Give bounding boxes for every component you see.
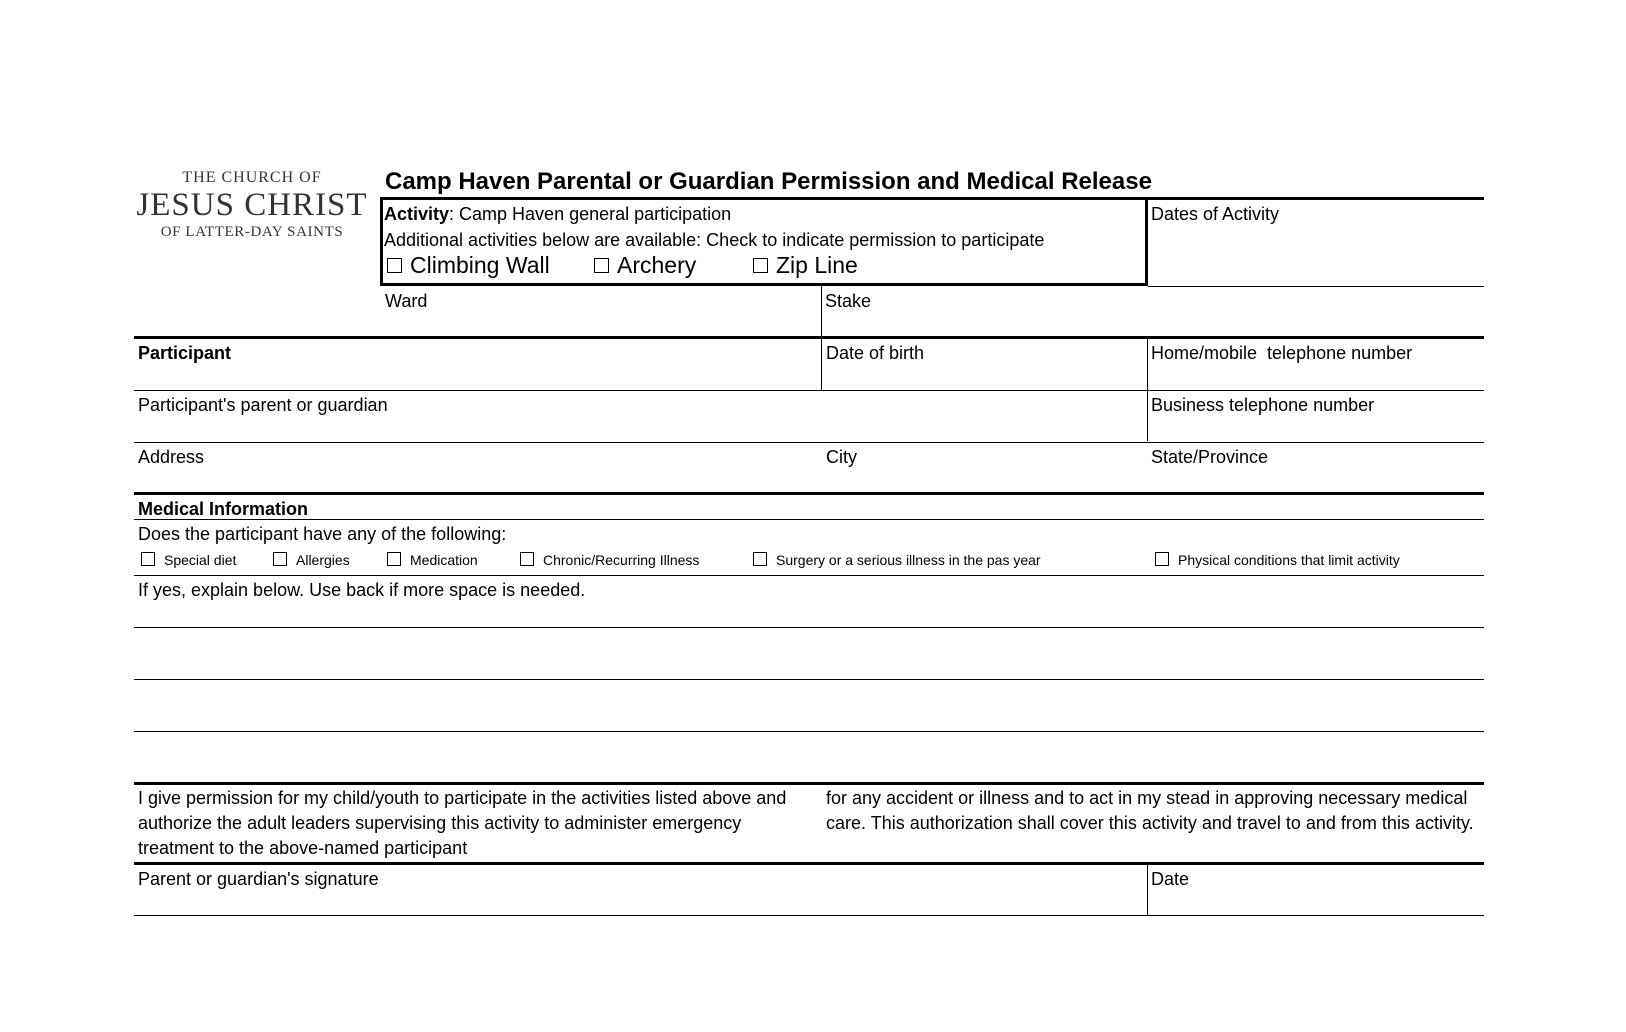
condition-surgery[interactable] bbox=[753, 549, 1041, 571]
permission-top-border bbox=[134, 782, 1484, 785]
condition-label: Medication bbox=[410, 552, 478, 568]
checkbox-medication[interactable] bbox=[387, 552, 401, 566]
checkbox-special-diet[interactable] bbox=[141, 552, 155, 566]
signature-bottom-border bbox=[134, 915, 1484, 916]
explain-line-2 bbox=[134, 679, 1484, 680]
condition-allergies[interactable] bbox=[273, 549, 350, 571]
checkbox-climbing-wall[interactable] bbox=[387, 258, 402, 273]
signature-date-divider bbox=[1147, 864, 1148, 916]
explain-line-1 bbox=[134, 627, 1484, 628]
explain-field-2[interactable] bbox=[136, 640, 1482, 676]
checkbox-surgery[interactable] bbox=[753, 552, 767, 566]
dates-of-activity-label: Dates of Activity bbox=[1151, 204, 1280, 224]
condition-label: Special diet bbox=[164, 552, 237, 568]
explain-field-1[interactable] bbox=[136, 590, 1482, 626]
permission-text-left: I give permission for my child/youth to participate in the activities listed above and authorize the adult leaders supervising this activity to administer emergency treatment to the above-named participant bbox=[138, 788, 787, 858]
ward-field[interactable] bbox=[382, 300, 818, 336]
checkbox-zip-line[interactable] bbox=[753, 258, 768, 273]
business-phone-field[interactable] bbox=[1150, 402, 1482, 438]
logo-line-2: JESUS CHRIST bbox=[136, 187, 368, 223]
option-label: Archery bbox=[617, 252, 697, 278]
explain-field-3[interactable] bbox=[136, 692, 1482, 728]
activity-value: : Camp Haven general participation bbox=[449, 204, 732, 224]
condition-physical[interactable] bbox=[1155, 549, 1400, 571]
logo-line-1: THE CHURCH OF bbox=[182, 169, 322, 186]
checkbox-allergies[interactable] bbox=[273, 552, 287, 566]
condition-label: Physical conditions that limit activity bbox=[1178, 552, 1400, 568]
participant-field[interactable] bbox=[136, 350, 818, 386]
checkbox-chronic-illness[interactable] bbox=[520, 552, 534, 566]
signature-date-field[interactable] bbox=[1150, 876, 1482, 912]
form-title: Camp Haven Parental or Guardian Permission and Medical Release bbox=[385, 168, 1152, 195]
address-field[interactable] bbox=[136, 454, 818, 490]
activity-option-climbing-wall[interactable] bbox=[387, 251, 550, 279]
condition-label: Allergies bbox=[296, 552, 350, 568]
parent-guardian-field[interactable] bbox=[136, 402, 1144, 438]
permission-text-right: for any accident or illness and to act in my stead in approving necessary medical care. This authorization shall cover this activity and travel to and from this activity. bbox=[826, 788, 1474, 833]
signature-label: Parent or guardian's signature bbox=[138, 869, 379, 889]
dob-divider bbox=[821, 338, 822, 390]
date-of-birth-field[interactable] bbox=[824, 350, 1144, 386]
logo-line-3: OF LATTER-DAY SAINTS bbox=[160, 224, 344, 240]
medical-heading-border bbox=[134, 519, 1484, 520]
condition-special-diet[interactable] bbox=[141, 549, 236, 571]
activity-label: Activity bbox=[384, 204, 450, 224]
participant-label: Participant bbox=[138, 343, 232, 363]
state-province-label: State/Province bbox=[1151, 447, 1269, 467]
condition-label: Chronic/Recurring Illness bbox=[543, 552, 700, 568]
stake-field[interactable] bbox=[824, 300, 1484, 336]
dates-bottom-border bbox=[1148, 286, 1484, 287]
participant-bottom-border bbox=[134, 390, 1484, 391]
option-label: Climbing Wall bbox=[410, 252, 550, 278]
dates-of-activity-field[interactable] bbox=[1150, 226, 1482, 262]
checkbox-physical-conditions[interactable] bbox=[1155, 552, 1169, 566]
parent-guardian-label: Participant's parent or guardian bbox=[138, 395, 388, 415]
address-label: Address bbox=[138, 447, 205, 467]
signature-field[interactable] bbox=[136, 876, 1144, 912]
city-label: City bbox=[826, 447, 857, 467]
activity-option-zip-line[interactable] bbox=[753, 251, 858, 279]
stake-label: Stake bbox=[825, 291, 872, 311]
church-logo bbox=[132, 168, 372, 242]
option-label: Zip Line bbox=[776, 252, 858, 278]
business-phone-label: Business telephone number bbox=[1151, 395, 1375, 415]
home-phone-label: Home/mobile telephone number bbox=[1151, 343, 1413, 363]
dates-top-border bbox=[1148, 197, 1484, 200]
medical-heading: Medical Information bbox=[138, 499, 309, 519]
ward-stake-divider bbox=[821, 286, 822, 338]
home-phone-field[interactable] bbox=[1150, 350, 1482, 386]
explain-line-3 bbox=[134, 731, 1484, 732]
explain-instructions: If yes, explain below. Use back if more space is needed. bbox=[138, 580, 586, 600]
signature-top-border bbox=[134, 862, 1484, 865]
participant-top-border bbox=[134, 336, 1484, 339]
activity-line bbox=[384, 203, 731, 225]
conditions-bottom-border bbox=[134, 575, 1484, 576]
condition-chronic-illness[interactable] bbox=[520, 549, 699, 571]
activity-option-archery[interactable] bbox=[594, 251, 696, 279]
condition-label: Surgery or a serious illness in the pas year bbox=[776, 552, 1041, 568]
medical-top-border bbox=[134, 492, 1484, 495]
city-field[interactable] bbox=[824, 454, 1144, 490]
additional-activities-text: Additional activities below are available: Check to indicate permission to participate bbox=[384, 230, 1045, 250]
medical-question: Does the participant have any of the following: bbox=[138, 524, 507, 544]
signature-date-label: Date bbox=[1151, 869, 1190, 889]
checkbox-archery[interactable] bbox=[594, 258, 609, 273]
date-of-birth-label: Date of birth bbox=[826, 343, 925, 363]
condition-medication[interactable] bbox=[387, 549, 478, 571]
ward-label: Ward bbox=[385, 291, 428, 311]
parent-bottom-border bbox=[134, 442, 1484, 443]
state-province-field[interactable] bbox=[1150, 454, 1482, 490]
